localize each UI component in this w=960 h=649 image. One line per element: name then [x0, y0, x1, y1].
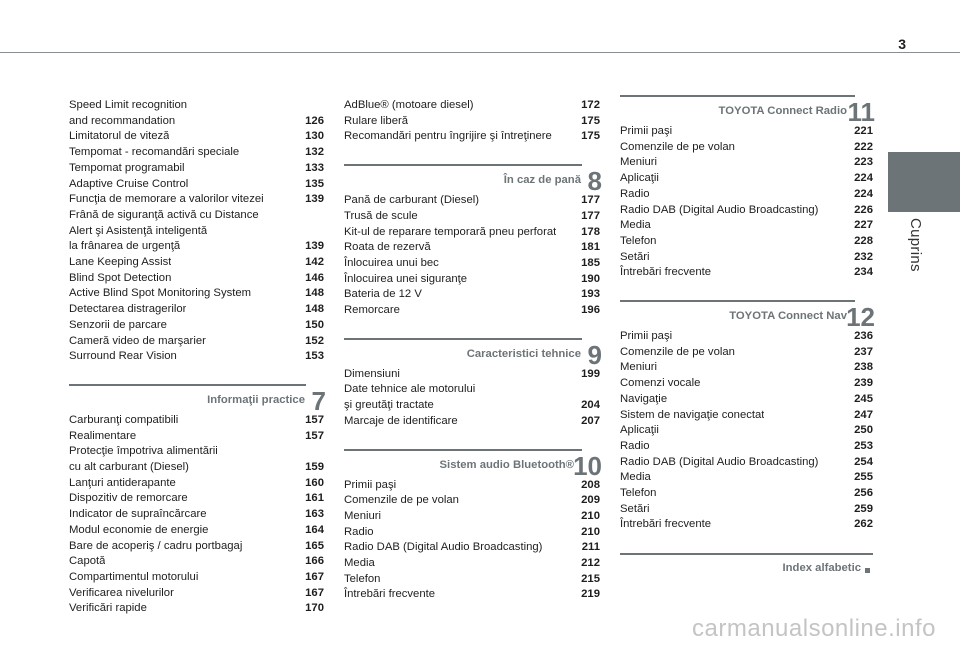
toc-entry-page: 167: [305, 570, 324, 583]
toc-entry-page: 193: [581, 288, 600, 301]
index-title: Index alfabetic: [782, 562, 861, 575]
toc-entry-page: 167: [305, 586, 324, 599]
toc-list: [69, 98, 324, 365]
toc-entry-page: 247: [854, 408, 873, 421]
toc-entry[interactable]: [69, 413, 324, 429]
toc-entry-page: 234: [854, 266, 873, 279]
toc-entry-page: 238: [854, 361, 873, 374]
toc-list: [69, 413, 324, 617]
section-header-11[interactable]: [620, 90, 875, 127]
toc-entry-page: 135: [305, 177, 324, 190]
toc-entry-page: 160: [305, 476, 324, 489]
toc-entry[interactable]: [69, 334, 324, 350]
toc-entry-page: 223: [854, 156, 873, 169]
toc-entry-page: 211: [581, 541, 600, 554]
toc-entry-page: 224: [854, 172, 873, 185]
toc-entry[interactable]: [620, 439, 873, 455]
toc-entry-title: Radio DAB (Digital Audio Broadcasting): [620, 455, 819, 468]
toc-entry-page: 212: [581, 557, 600, 570]
toc-entry-title: cu alt carburant (Diesel): [69, 461, 189, 474]
toc-entry-page: 139: [305, 193, 324, 206]
toc-entry-page: 132: [305, 146, 324, 159]
side-tab[interactable]: [888, 152, 960, 212]
toc-entry-title: Marcaje de identificare: [344, 414, 458, 427]
toc-entry[interactable]: [620, 171, 873, 187]
toc-entry-title: Verificări rapide: [69, 602, 147, 615]
toc-entry-page: 178: [581, 225, 600, 238]
toc-entry[interactable]: [620, 218, 873, 234]
toc-entry-title: Alert şi Asistenţă inteligentă: [69, 224, 208, 237]
toc-entry-title: Speed Limit recognition: [69, 99, 188, 111]
toc-entry-page: 161: [305, 492, 324, 505]
toc-entry-title: Surround Rear Vision: [69, 350, 177, 363]
toc-entry-title: AdBlue® (motoare diesel): [344, 99, 474, 111]
toc-entry-page: 164: [305, 523, 324, 536]
page-number: 3: [898, 36, 906, 52]
toc-entry[interactable]: [344, 129, 600, 145]
toc-entry[interactable]: [344, 193, 600, 209]
toc-entry-page: 199: [581, 367, 600, 380]
toc-entry[interactable]: [620, 376, 873, 392]
toc-entry-title: Tempomat programabil: [69, 161, 185, 174]
toc-entry[interactable]: [69, 129, 324, 145]
toc-entry-title: Înlocuirea unui bec: [344, 256, 439, 269]
section-title: Sistem audio Bluetooth®: [439, 458, 574, 471]
toc-entry-title: Adaptive Cruise Control: [69, 177, 189, 190]
toc-entry-page: 177: [581, 194, 600, 207]
toc-entry[interactable]: [344, 367, 600, 383]
toc-column-3: [620, 90, 873, 577]
toc-entry[interactable]: [344, 509, 600, 525]
toc-entry[interactable]: [344, 114, 600, 130]
toc-entry[interactable]: [344, 493, 600, 509]
toc-entry-title: Pană de carburant (Diesel): [344, 194, 480, 207]
toc-entry[interactable]: [69, 349, 324, 365]
toc-entry[interactable]: [69, 460, 324, 476]
toc-entry[interactable]: [69, 255, 324, 271]
section-rule: [69, 384, 306, 386]
toc-entry-title: Protecţie împotriva alimentării: [69, 445, 218, 458]
toc-entry[interactable]: [69, 239, 324, 255]
toc-entry[interactable]: [69, 302, 324, 318]
toc-entry-page: 215: [581, 572, 600, 585]
toc-entry-page: 222: [854, 140, 873, 153]
toc-entry-title: Indicator de supraîncărcare: [69, 508, 207, 521]
toc-entry-page: 253: [854, 439, 873, 452]
toc-entry[interactable]: [344, 382, 600, 398]
toc-entry-page: 159: [305, 461, 324, 474]
toc-entry-page: 157: [305, 413, 324, 426]
toc-list: [344, 478, 600, 604]
toc-entry-title: Roata de rezervă: [344, 241, 431, 254]
toc-entry-title: Cameră video de marşarier: [69, 334, 206, 347]
toc-entry-title: Radio DAB (Digital Audio Broadcasting): [344, 541, 543, 554]
toc-entry-page: 204: [581, 399, 600, 412]
toc-entry-title: Dispozitiv de remorcare: [69, 492, 188, 505]
toc-entry[interactable]: [344, 398, 600, 414]
toc-entry-title: Radio: [620, 187, 650, 200]
toc-entry-title: Telefon: [620, 487, 657, 500]
toc-entry-title: Setări: [620, 250, 650, 263]
toc-entry[interactable]: [620, 486, 873, 502]
section-header-8[interactable]: [344, 159, 602, 197]
toc-entry[interactable]: [69, 476, 324, 492]
toc-entry-title: Lane Keeping Assist: [69, 256, 172, 269]
toc-entry-title: Compartimentul motorului: [69, 570, 199, 583]
toc-entry-title: Întrebări frecvente: [620, 518, 712, 531]
toc-entry-page: 142: [305, 256, 324, 269]
toc-entry[interactable]: [620, 470, 873, 486]
toc-entry-page: 196: [581, 304, 600, 317]
toc-entry[interactable]: [620, 408, 873, 424]
toc-entry-page: 255: [854, 471, 873, 484]
toc-entry[interactable]: [344, 414, 600, 430]
toc-entry-page: 163: [305, 508, 324, 521]
section-rule: [344, 449, 582, 451]
toc-entry-title: Comenzi vocale: [620, 377, 701, 390]
toc-entry-title: Capotă: [69, 555, 106, 568]
toc-entry[interactable]: [69, 192, 324, 208]
toc-entry-page: 228: [854, 234, 873, 247]
toc-entry-title: Active Blind Spot Monitoring System: [69, 287, 252, 300]
toc-entry-page: 262: [854, 518, 873, 531]
toc-entry[interactable]: [620, 187, 873, 203]
toc-entry-title: Înlocuirea unei siguranţe: [344, 272, 468, 285]
toc-entry[interactable]: [620, 140, 873, 156]
toc-entry-title: Modul economie de energie: [69, 523, 209, 536]
toc-entry-title: Frână de siguranţă activă cu Distance: [69, 208, 259, 221]
toc-entry-title: Recomandări pentru îngrijire şi întreţinere: [344, 130, 552, 143]
section-rule: [344, 338, 582, 340]
toc-entry-title: şi greutăţi tractate: [344, 399, 434, 412]
toc-entry-title: Meniuri: [344, 509, 382, 522]
toc-column-2: [344, 98, 600, 603]
toc-entry[interactable]: [69, 114, 324, 130]
section-header-10[interactable]: [344, 444, 602, 481]
section-number: 10: [573, 450, 602, 481]
section-number: 11: [847, 97, 875, 127]
toc-entry-title: Realimentare: [69, 429, 137, 442]
toc-entry-title: Senzorii de parcare: [69, 318, 167, 331]
toc-entry[interactable]: [69, 539, 324, 555]
toc-entry-title: and recommandation: [69, 114, 176, 127]
section-number: 7: [311, 385, 326, 416]
section-title: TOYOTA Connect Radio: [718, 105, 847, 118]
toc-entry-title: la frânarea de urgenţă: [69, 240, 181, 253]
toc-entry-title: Rulare liberă: [344, 114, 409, 127]
toc-entry[interactable]: [69, 554, 324, 570]
toc-entry-page: 166: [305, 555, 324, 568]
toc-entry[interactable]: [344, 540, 600, 556]
toc-entry-title: Dimensiuni: [344, 367, 400, 380]
toc-entry[interactable]: [344, 240, 600, 256]
section-title: TOYOTA Connect Nav: [729, 310, 847, 323]
watermark: carmanualsonline.info: [692, 615, 936, 642]
toc-entry-title: Radio: [344, 525, 374, 538]
toc-entry-title: Comenzile de pe volan: [620, 140, 735, 153]
toc-entry-page: 232: [854, 250, 873, 263]
toc-entry[interactable]: [620, 234, 873, 250]
toc-entry[interactable]: [69, 145, 324, 161]
toc-entry-page: 185: [581, 256, 600, 269]
toc-list: [620, 329, 873, 533]
toc-entry-page: 157: [305, 429, 324, 442]
toc-entry[interactable]: [69, 601, 324, 617]
toc-entry-page: 209: [581, 494, 600, 507]
toc-entry-page: 130: [305, 130, 324, 143]
toc-entry[interactable]: [620, 124, 873, 140]
toc-entry-page: 245: [854, 392, 873, 405]
toc-entry-page: 152: [305, 334, 324, 347]
top-rule: [0, 52, 960, 53]
toc-entry[interactable]: [69, 507, 324, 523]
toc-entry-page: 133: [305, 161, 324, 174]
toc-entry-title: Aplicaţii: [620, 424, 659, 437]
toc-entry[interactable]: [344, 272, 600, 288]
toc-entry[interactable]: [69, 586, 324, 602]
toc-entry-title: Navigaţie: [620, 392, 668, 405]
section-header-12[interactable]: [620, 295, 875, 333]
toc-entry-title: Remorcare: [344, 304, 400, 317]
toc-entry[interactable]: [69, 491, 324, 507]
toc-entry-page: 190: [581, 272, 600, 285]
toc-entry[interactable]: [69, 161, 324, 177]
toc-entry-title: Kit-ul de reparare temporară pneu perforat: [344, 225, 557, 238]
toc-entry[interactable]: [69, 523, 324, 539]
toc-entry-title: Limitatorul de viteză: [69, 130, 170, 143]
toc-entry[interactable]: [620, 517, 873, 533]
toc-entry-title: Bare de acoperiş / cadru portbagaj: [69, 539, 243, 552]
section-header-9[interactable]: [344, 333, 602, 370]
toc-entry-title: Media: [620, 471, 651, 484]
toc-entry[interactable]: [620, 155, 873, 171]
toc-list: [344, 367, 600, 430]
toc-entry-page: 175: [581, 114, 600, 127]
toc-entry[interactable]: [344, 525, 600, 541]
toc-entry-page: 210: [581, 509, 600, 522]
toc-entry-title: Primii paşi: [620, 125, 673, 137]
section-rule: [620, 95, 855, 97]
toc-entry[interactable]: [69, 444, 324, 460]
section-rule: [344, 164, 582, 166]
toc-entry-page: 177: [581, 209, 600, 222]
square-bullet-icon: [865, 568, 870, 573]
toc-entry-title: Setări: [620, 502, 650, 515]
toc-entry-page: 219: [581, 588, 600, 601]
toc-entry[interactable]: [344, 478, 600, 494]
toc-entry-title: Aplicaţii: [620, 172, 659, 185]
toc-entry-page: 148: [305, 287, 324, 300]
section-title: Informaţii practice: [207, 394, 305, 407]
toc-entry-page: 207: [581, 414, 600, 427]
toc-entry[interactable]: [69, 286, 324, 302]
toc-entry-title: Media: [620, 219, 651, 232]
toc-entry-page: 150: [305, 318, 324, 331]
toc-list: [344, 193, 600, 319]
section-title: În caz de pană: [503, 174, 581, 187]
toc-entry-page: 175: [581, 130, 600, 143]
toc-entry[interactable]: [344, 98, 600, 114]
toc-entry-title: Comenzile de pe volan: [344, 494, 459, 507]
toc-entry-title: Detectarea distragerilor: [69, 303, 187, 316]
toc-list: [620, 124, 873, 281]
toc-entry-page: 221: [854, 125, 873, 137]
toc-entry-title: Întrebări frecvente: [620, 266, 712, 279]
toc-entry[interactable]: [69, 177, 324, 193]
toc-entry-page: 210: [581, 525, 600, 538]
toc-entry-title: Tempomat - recomandări speciale: [69, 146, 240, 159]
toc-entry-page: 172: [581, 99, 600, 111]
toc-column-1: [69, 98, 324, 617]
toc-entry-title: Trusă de scule: [344, 209, 418, 222]
toc-entry-title: Carburanţi compatibili: [69, 413, 179, 426]
toc-entry-page: 237: [854, 345, 873, 358]
toc-entry-page: 181: [581, 241, 600, 254]
toc-entry-page: 170: [305, 602, 324, 615]
toc-entry[interactable]: [620, 345, 873, 361]
toc-entry-title: Radio: [620, 439, 650, 452]
toc-entry-title: Întrebări frecvente: [344, 588, 436, 601]
toc-entry-page: 208: [581, 478, 600, 491]
toc-entry-title: Meniuri: [620, 156, 658, 169]
toc-entry-page: 256: [854, 487, 873, 500]
toc-entry-page: 146: [305, 271, 324, 284]
toc-entry[interactable]: [620, 455, 873, 471]
toc-entry-title: Verificarea nivelurilor: [69, 586, 174, 599]
toc-entry[interactable]: [344, 209, 600, 225]
toc-entry[interactable]: [344, 572, 600, 588]
toc-entry-page: 153: [305, 350, 324, 363]
toc-entry-title: Funcţia de memorare a valorilor vitezei: [69, 193, 264, 206]
toc-entry-title: Bateria de 12 V: [344, 288, 422, 301]
toc-entry[interactable]: [344, 587, 600, 603]
toc-entry[interactable]: [69, 224, 324, 240]
toc-entry[interactable]: [620, 265, 873, 281]
toc-entry[interactable]: [69, 429, 324, 445]
toc-entry-title: Media: [344, 557, 375, 570]
toc-entry[interactable]: [344, 303, 600, 319]
toc-entry-page: 239: [854, 377, 873, 390]
toc-entry[interactable]: [69, 208, 324, 224]
toc-entry-title: Meniuri: [620, 361, 658, 374]
toc-entry[interactable]: [69, 271, 324, 287]
toc-entry-title: Telefon: [344, 572, 381, 585]
toc-entry[interactable]: [69, 98, 324, 114]
toc-entry-page: 165: [305, 539, 324, 552]
toc-entry-page: 226: [854, 203, 873, 216]
toc-entry-page: 224: [854, 187, 873, 200]
toc-entry[interactable]: [620, 392, 873, 408]
toc-entry[interactable]: [344, 225, 600, 241]
toc-entry[interactable]: [620, 250, 873, 266]
section-number: 12: [846, 302, 875, 333]
toc-entry[interactable]: [620, 502, 873, 518]
toc-list: [344, 98, 600, 145]
toc-entry-title: Comenzile de pe volan: [620, 345, 735, 358]
toc-entry[interactable]: [620, 423, 873, 439]
section-rule: [620, 553, 873, 555]
toc-entry-page: 148: [305, 303, 324, 316]
toc-entry[interactable]: [69, 570, 324, 586]
section-number: 8: [587, 166, 602, 197]
toc-entry-title: Lanţuri antiderapante: [69, 476, 176, 489]
toc-entry-title: Primii paşi: [344, 478, 397, 491]
section-number: 9: [587, 339, 602, 370]
toc-entry-page: 250: [854, 424, 873, 437]
toc-entry-title: Radio DAB (Digital Audio Broadcasting): [620, 203, 819, 216]
toc-entry-page: 139: [305, 240, 324, 253]
toc-entry[interactable]: [69, 318, 324, 334]
toc-entry-page: 254: [854, 455, 873, 468]
section-header-7[interactable]: [69, 379, 326, 416]
toc-entry-title: Sistem de navigaţie conectat: [620, 408, 765, 421]
side-tab-label: Cuprins: [907, 218, 924, 272]
toc-entry-page: 227: [854, 219, 873, 232]
toc-entry[interactable]: [620, 203, 873, 219]
section-title: Caracteristici tehnice: [466, 348, 581, 361]
toc-entry[interactable]: [344, 256, 600, 272]
toc-entry[interactable]: [620, 329, 873, 345]
section-rule: [620, 300, 855, 302]
toc-entry-page: 259: [854, 502, 873, 515]
toc-entry-page: 126: [305, 114, 324, 127]
index-header[interactable]: [620, 547, 873, 577]
toc-entry[interactable]: [344, 556, 600, 572]
toc-entry-page: 236: [854, 330, 873, 343]
toc-entry-title: Telefon: [620, 234, 657, 247]
toc-entry-title: Date tehnice ale motorului: [344, 383, 476, 396]
toc-entry-title: Blind Spot Detection: [69, 271, 172, 284]
toc-entry[interactable]: [344, 287, 600, 303]
toc-entry[interactable]: [620, 360, 873, 376]
toc-entry-title: Primii paşi: [620, 330, 673, 343]
